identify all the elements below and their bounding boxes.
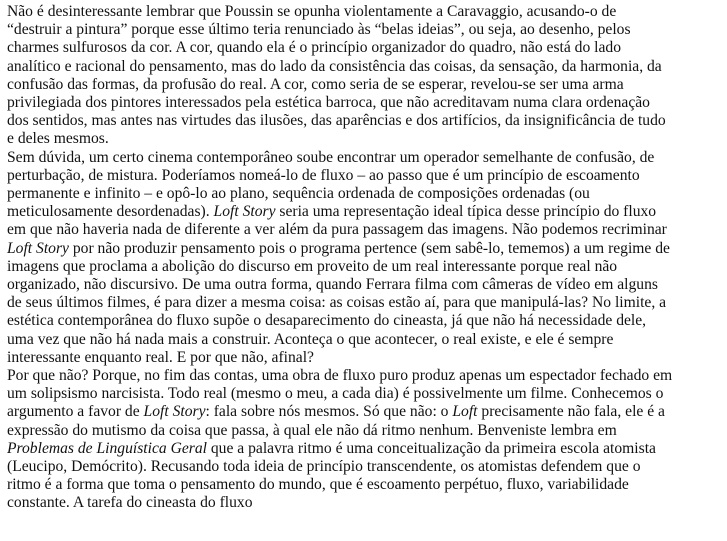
document-body xyxy=(7,3,673,513)
text-run: : fala sobre nós mesmos. Só que não: o xyxy=(205,403,453,421)
text-run: seria uma representação ideal típica desse princípio do fluxo em que não haveria nada de diferente a ver além da pura passagem das imagens. Não podemos recriminar xyxy=(7,203,667,239)
text-run: que a palavra ritmo é uma conceitualização da primeira escola atomista (Leucipo, Demócrito). Recusando toda ideia de princípio transcendente, os atomistas defendem que o ritmo é a forma que toma o pensamento do mundo, que é escoamento perpétuo, fluxo, variabilidade constante. A tarefa do cineasta do fluxo xyxy=(7,439,656,512)
italic-title-loft-story: Loft Story xyxy=(7,239,69,257)
paragraph-por-que-nao xyxy=(7,367,673,513)
italic-title-loft-story: Loft Story xyxy=(143,403,206,421)
text-run: precisamente não fala, ele é a expressão do mutismo da coisa que passa, à qual ele não dá ritmo nenhum. Benveniste lembra em xyxy=(7,403,665,439)
italic-book-title: Problemas de Linguística Geral xyxy=(7,439,207,457)
text-run: por não produzir pensamento pois o programa pertence (sem sabê-lo, tememos) a um regime de imagens que proclama a abolição do discurso em proveito de um real interessante porque real não organizado, não discursivo. De uma outra forma, quando Ferrara filma com câmeras de vídeo em alguns de seus últimos filmes, é para dizer a mesma coisa: as coisas estão aí, para que manipulá-las? No limite, a estética contemporânea do fluxo supõe o desaparecimento do cineasta, já que não há necessidade dele, uma vez que não há nada mais a construir. Aconteça o que acontecer, o real existe, e ele é sempre interessante enquanto real. E por que não, afinal? xyxy=(7,239,670,366)
text-run: Não é desinteressante lembrar que Poussin se opunha violentamente a Caravaggio, acusando-o de “destruir a pintura” porque esse último teria renunciado às “belas ideias”, ou seja, ao desenho, pelos charmes sulfurosos da cor. A cor, quando ela é o princípio organizador do quadro, não está do lado analítico e racional do pensamento, mas do lado da consistência das coisas, da sensação, da harmonia, da confusão das formas, da profusão do real. A cor, como seria de se esperar, revelou-se ser uma arma privilegiada dos pintores interessados pela estética barroca, que não acreditavam numa clara ordenação dos sentidos, mas antes nas virtudes das ilusões, das aparências e dos artifícios, da insignificância de tudo e deles mesmos. xyxy=(7,3,666,148)
text-run: Por que não? Porque, no fim das contas, uma obra de fluxo puro produz apenas um espectador fechado em um solipsismo narcisista. Todo real (mesmo o meu, a cada dia) é possivelmente um filme. Conhecemos o argumento a favor de xyxy=(7,367,673,421)
paragraph-fluxo xyxy=(7,149,673,367)
italic-title-loft-story: Loft Story xyxy=(213,203,276,221)
italic-title-loft: Loft xyxy=(452,403,478,421)
paragraph-poussin xyxy=(7,3,673,149)
text-run: Sem dúvida, um certo cinema contemporâneo soube encontrar um operador semelhante de confusão, de perturbação, de mistura. Poderíamos nomeá-lo de fluxo – ao passo que é um princípio de escoamento permanente e infinito – e opô-lo ao plano, sequência ordenada de composições ordenadas (ou meticulosamente desordenadas). xyxy=(7,148,655,221)
